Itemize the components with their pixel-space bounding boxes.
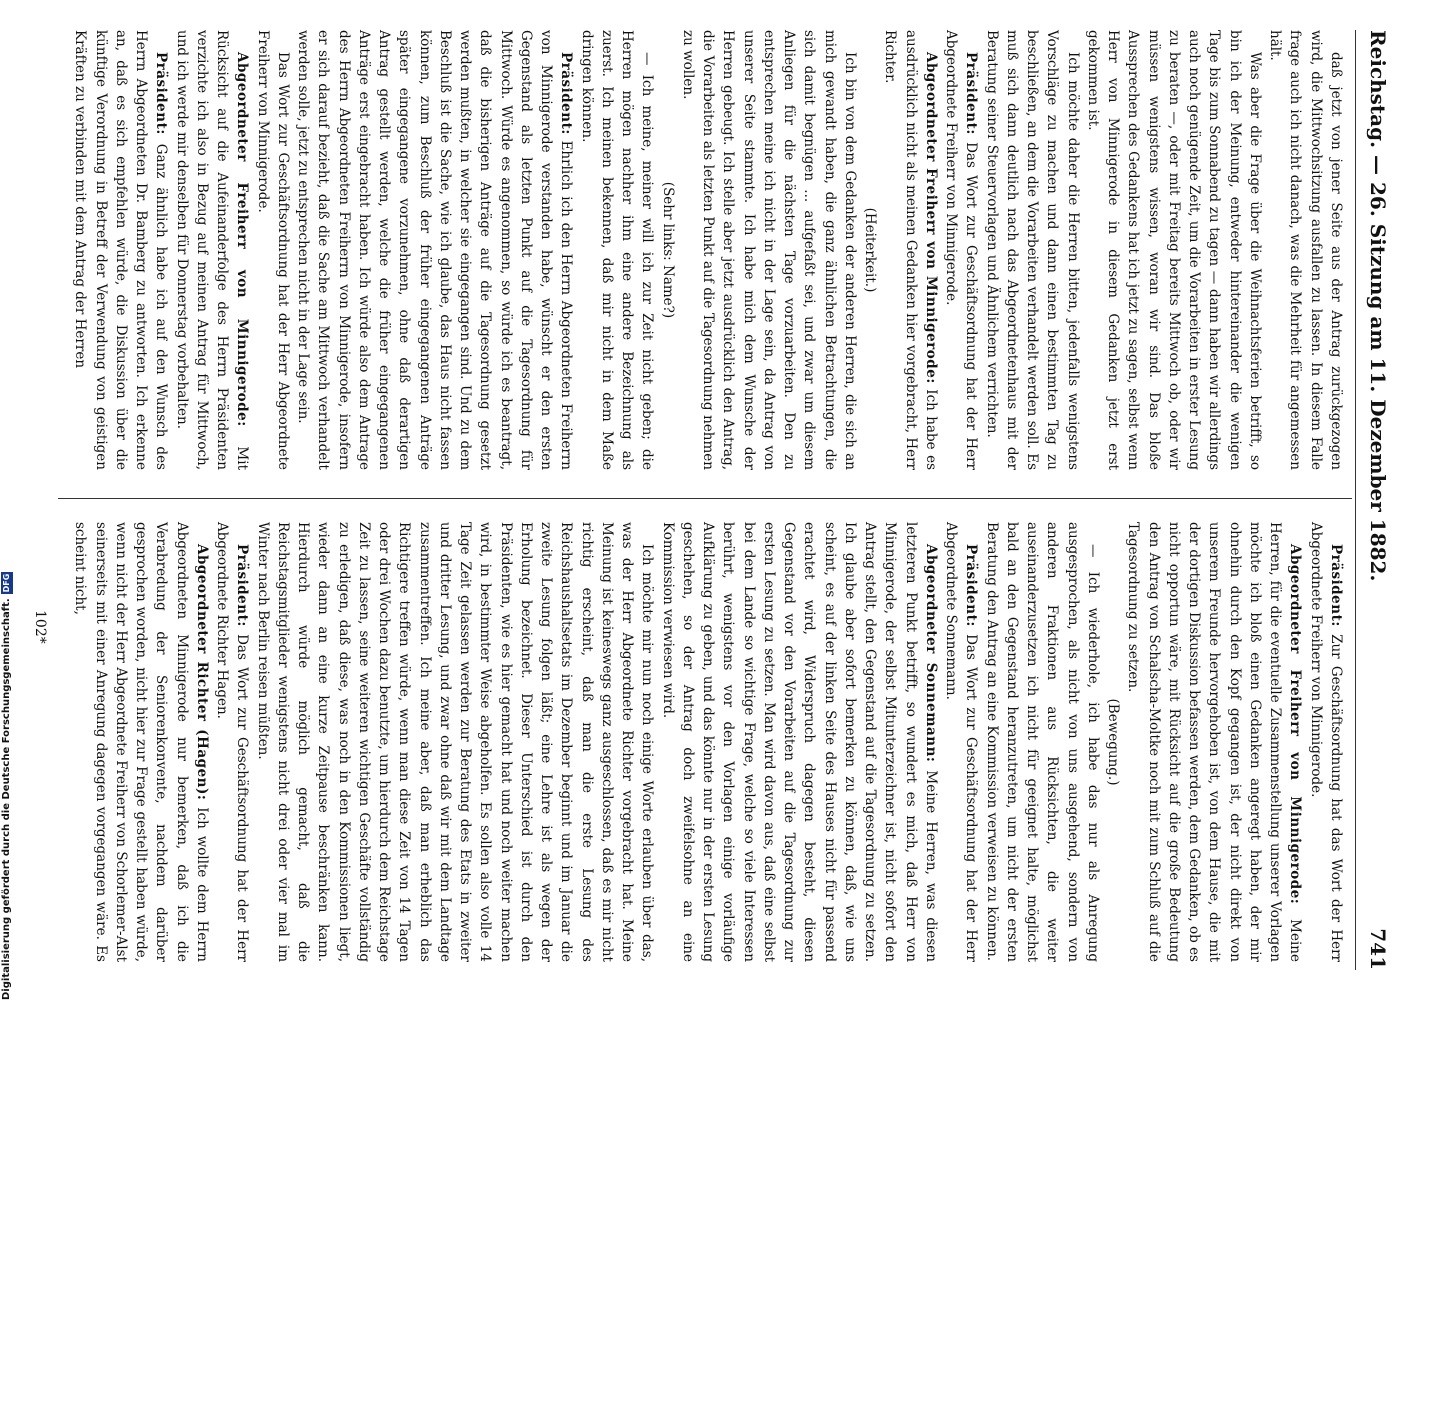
column-left bbox=[70, 522, 1346, 962]
speaker-name: Abgeordneter Sonnemann: bbox=[923, 544, 939, 763]
paragraph bbox=[293, 30, 577, 470]
speech-text: Ganz ähnlich habe ich auf den Wunsch des Herrn Abgeordneten Dr. Bamberg zu antworten. Ich erkenne an, daß es sich empfehlen würde, die Diskussion über die künftige Verordnung in Betreff der Verwendung von geistigen Kräften zu verbinden mit dem Antrag der Herren bbox=[72, 30, 170, 470]
speaker-name: Präsident: bbox=[1328, 544, 1344, 627]
stage-direction: (Heiterkeit.) bbox=[862, 207, 879, 293]
speaker-name: Präsident: bbox=[963, 544, 980, 627]
speech-text: Ich wollte dem Herrn Abgeordneten Minnigerode nur bemerken, daß ich die Verabredung der Seniorenkonvente, nachdem darüber gesprochen worden, nicht hier zur Frage gestellt haben würde, wenn nicht der Herr Abgeordnete Freiherr von Schorlemer-Alst seinerseits mit einer Anregung dagegen vorgegangen wäre. Es scheint nicht, bbox=[72, 522, 210, 962]
column-divider bbox=[58, 498, 1352, 499]
dfg-logo-icon: DFG bbox=[2, 573, 11, 593]
speech-text: Das Wort zur Geschäftsordnung hat der Herr Abgeordnete Freiherr von Minnigerode. bbox=[943, 30, 980, 470]
paragraph: Ich möchte mir nun noch einige Worte erlauben über das, was der Herr Abgeordnete Richter vorgebracht hat. Meine Meinung ist keineswegs ganz ausgeschlossen, daß es mir nicht richtig erscheint, daß man die erste Lesung des Reichshaushaltsetats im Dezember beginnt und im Januar die zweite Lesung folgen läßt; eine Lehre ist als wegen der Erholung bezeichnet. Dieser Unterschied ist durch den Präsidenten, wie es hier gemacht hat und noch weiter machen wird, in bestimmter Weise abgeholfen. Es sollen also volle 14 Tage Zeit gelassen werden zur Beratung des Etats in zweiter und dritter Lesung, und zwar ohne daß wir mit dem Landtage zusammentreffen. Ich meine aber, daß man erheblich das Richtigere treffen würde, wenn man diese Zeit von 14 Tagen oder drei Wochen dazu benutzte, um hierdurch dem Reichstage Zeit zu lassen, seine weiteren wichtigen Geschäfte vollständig zu erledigen, daß diese, was noch in den Kommissionen liegt, wieder dann an eine kurze Zeitpause beschränken kann. Hierdurch würde möglich gemacht, daß die Reichstagsmitglieder wenigstens nicht drei oder vier mal im Winter nach Berlin reisen müßten. bbox=[254, 522, 656, 962]
paragraph bbox=[70, 30, 171, 470]
speaker-name: Abgeordneter Richter (Hagen): bbox=[194, 544, 210, 801]
paragraph: — Ich meine, meiner will ich zur Zeit nicht geben; die Herren mögen nachher ihm eine andere Bezeichnung als zuerst. Ich meinen bekennen, daß mir nicht in dem Maße dringen können. bbox=[578, 30, 656, 470]
paragraph: Ich bin von dem Gedanken der anderen Herren, die sich an mich gewandt haben, die ganz ähnlichen Betrachtungen, die sich damit begnügen ... aufgefaßt sei, und zwar um diesem Anliegen für die nächsten Tage vorzuarbeiten. Den zu entsprechen meine ich nicht in der Lage sein, da Antrag von unserer Seite stammte. Ich habe mich dem Wunsche der Herren gebeugt. Ich stelle aber jetzt ausdrücklich den Antrag, die Vorarbeiten als letzten Punkt auf die Tagesordnung nehmen zu wollen. bbox=[680, 30, 858, 470]
stage-direction: (Bewegung.) bbox=[1105, 698, 1122, 786]
paragraph: Das Wort zur Geschäftsordnung hat der Herr Abgeordnete Freiherr von Minnigerode. bbox=[254, 30, 291, 470]
speech-text: Ehrlich ich den Herrn Abgeordneten Freiherrn von Minnigerode verstanden habe, wünscht er den ersten Gegenstand als letzten Punkt auf die Tagesordnung für Mittwoch. Würde es angenommen, so würde ich es beantragt, daß die bisherigen Anträge auf die Tagesordnung gesetzt werden mußten, in welcher sie eingegangen sind. Und zu dem Beschluß ist die Sache, wie ich glaube, das Haus nicht fassen können, zum Beschluß der früher eingegangenen Anträge später eingegangene vorzunehmen, ohne daß derartigen Antrag gestellt werden, welche die früher eingegangenen Anträge erst eingebracht haben. Ich würde also dem Antrage des Herrn Abgeordneten Freiherrn von Minnigerode, insofern er sich darauf bezieht, daß die Sache am Mittwoch verhandelt werden solle, jetzt zu entsprechen nicht in der Lage sein. bbox=[295, 30, 575, 470]
column-right bbox=[70, 30, 1346, 470]
paragraph bbox=[1123, 522, 1305, 962]
paragraph bbox=[172, 30, 253, 470]
speech-text: Ich habe es ausdrücklich nicht als meinen Gedanken hier vorgebracht, Herr Richter. bbox=[882, 30, 939, 470]
speech-text: Meine Herren, für die eventuelle Zusammenstellung unserer Vorlagen möchte ich bloß einen Gedanken angeregt haben, der mir ohnehin durch den Kopf gegangen ist, der nicht direkt von unserem Freunde hervorgehoben ist, von dem Hause, die mit der dortigen Diskussion befassen werden, dem Gedanken, ob es nicht opportun wäre, mit Rücksicht auf die große Bedeutung den Antrag von Schalscha-Moltke noch mit zum Schluß auf die Tagesordnung zu setzen. bbox=[1125, 522, 1304, 962]
page-header bbox=[1355, 30, 1396, 970]
signature-mark: 102* bbox=[32, 610, 48, 644]
speaker-name: Präsident: bbox=[153, 52, 170, 135]
paragraph bbox=[658, 522, 942, 962]
paragraph bbox=[880, 30, 941, 470]
running-head: Reichstag. — 26. Sitzung am 11. Dezember 1882. bbox=[1366, 30, 1390, 582]
paragraph: daß jetzt von jener Seite aus der Antrag zurückgezogen wird, die Mittwochsitzung ausfallen zu lassen. In diesem Falle frage auch ich nicht danach, was die Mehrheit für angemessen hält. bbox=[1267, 30, 1344, 470]
speech-text: Das Wort zur Geschäftsordnung hat der Herr Abgeordnete Richter Hagen. bbox=[214, 522, 251, 962]
speaker-name: Präsident: bbox=[963, 52, 980, 135]
paragraph bbox=[1306, 522, 1347, 962]
speech-text: Mit Rücksicht auf die Aufeinanderfolge des Herrn Präsidenten verzichte ich also in Bezug auf meinen Antrag für Mittwoch, und ich werde mir denselben für Donnerstag vorbehalten. bbox=[173, 30, 251, 470]
speech-text: Meine Herren, was diesen letzteren Punkt betrifft, so wundert es mich, daß Herr von Minnigerode, der selbst Mitunterzeichner ist, nicht sofort den Antrag stellt, den Gegenstand auf die Tagesordnung zu setzen. Ich glaube aber sofort bemerken zu können, daß, wie uns scheint, es auf der linken Seite des Hauses nicht für passend erachtet wird, Widerspruch dagegen besteht, diesen Gegenstand vor den Vorarbeiten auf die Tagesordnung zur ersten Lesung zu setzen. Man wird davon aus, daß eine selbst bei dem Lande so wichtige Frage, welche so viele Interessen berührt, wenigstens vor den Vorlagen einige vorläufige Aufklärung zu geben, und das könnte nur in der ersten Lesung geschehen, so der Antrag doch zweifelsohne an eine Kommission verwiesen wird. bbox=[659, 522, 939, 962]
paragraph bbox=[70, 522, 212, 962]
speech-text: Das Wort zur Geschäftsordnung hat der Herr Abgeordnete Sonnemann. bbox=[943, 522, 980, 962]
speaker-name: Abgeordneter Freiherr von Minnigerode: bbox=[234, 52, 251, 427]
paragraph: Ich möchte daher die Herren bitten, jedenfalls wenigstens Vorschläge zu machen und dann einen bestimmten Tag zu beschließen, an dem die Vorarbeiten verhandelt werden soll. Es muß sich dann deutlich nach das Abgeordnetenhaus mit der Beratung seiner Steuervorlagen und Ähnlichem verrichten. bbox=[983, 30, 1081, 470]
speaker-name: Abgeordneter Freiherr von Minnigerode: bbox=[923, 52, 939, 384]
digitization-credit bbox=[0, 573, 14, 1000]
document-page bbox=[8, 0, 1390, 1424]
paragraph bbox=[941, 30, 982, 470]
paragraph bbox=[212, 522, 253, 962]
credit-text: Digitalisierung gefördert durch die Deutsche Forschungsgemeinschaft. bbox=[1, 598, 12, 1000]
stage-direction: (Sehr links: Name?) bbox=[659, 181, 676, 319]
speaker-name: Präsident: bbox=[558, 52, 575, 135]
speech-text: Zur Geschäftsordnung hat das Wort der Herr Abgeordnete Freiherr von Minnigerode. bbox=[1307, 522, 1344, 962]
speaker-name: Präsident: bbox=[234, 544, 251, 627]
speaker-name: Abgeordneter Freiherr von Minnigerode: bbox=[1287, 544, 1304, 905]
page-content bbox=[8, 0, 1432, 1000]
paragraph: — Ich wiederhole, ich habe das nur als Anregung ausgesprochen, als nicht von uns ausgehend, sondern von anderen Fraktionen aus Rücksichten, die weiter auseinanderzusetzen ich nicht für geeignet halte, möglichst bald an den Gegenstand heranzutreten, um nicht der ersten Beratung den Antrag an eine Kommission verweisen zu können. bbox=[983, 522, 1101, 962]
page-number: 741 bbox=[1366, 928, 1390, 970]
paragraph bbox=[941, 522, 982, 962]
paragraph: Was aber die Frage über die Weihnachtsferien betrifft, so bin ich der Meinung, entweder hintereinander die wenigen Tage bis zum Sonnabend zu tagen — dann haben wir allerdings auch noch genügende Zeit, um die Vorarbeiten in erster Lesung zu beraten —, oder mit Freitag bereits Mittwoch ob, oder wir müssen wenigstens wissen, woran wir sind. Das bloße Aussprechen des Gedankens hat ich jetzt zu sagen, selbst wenn Herr von Minnigerode in diesem Gedanken jetzt erst gekommen ist. bbox=[1085, 30, 1263, 470]
